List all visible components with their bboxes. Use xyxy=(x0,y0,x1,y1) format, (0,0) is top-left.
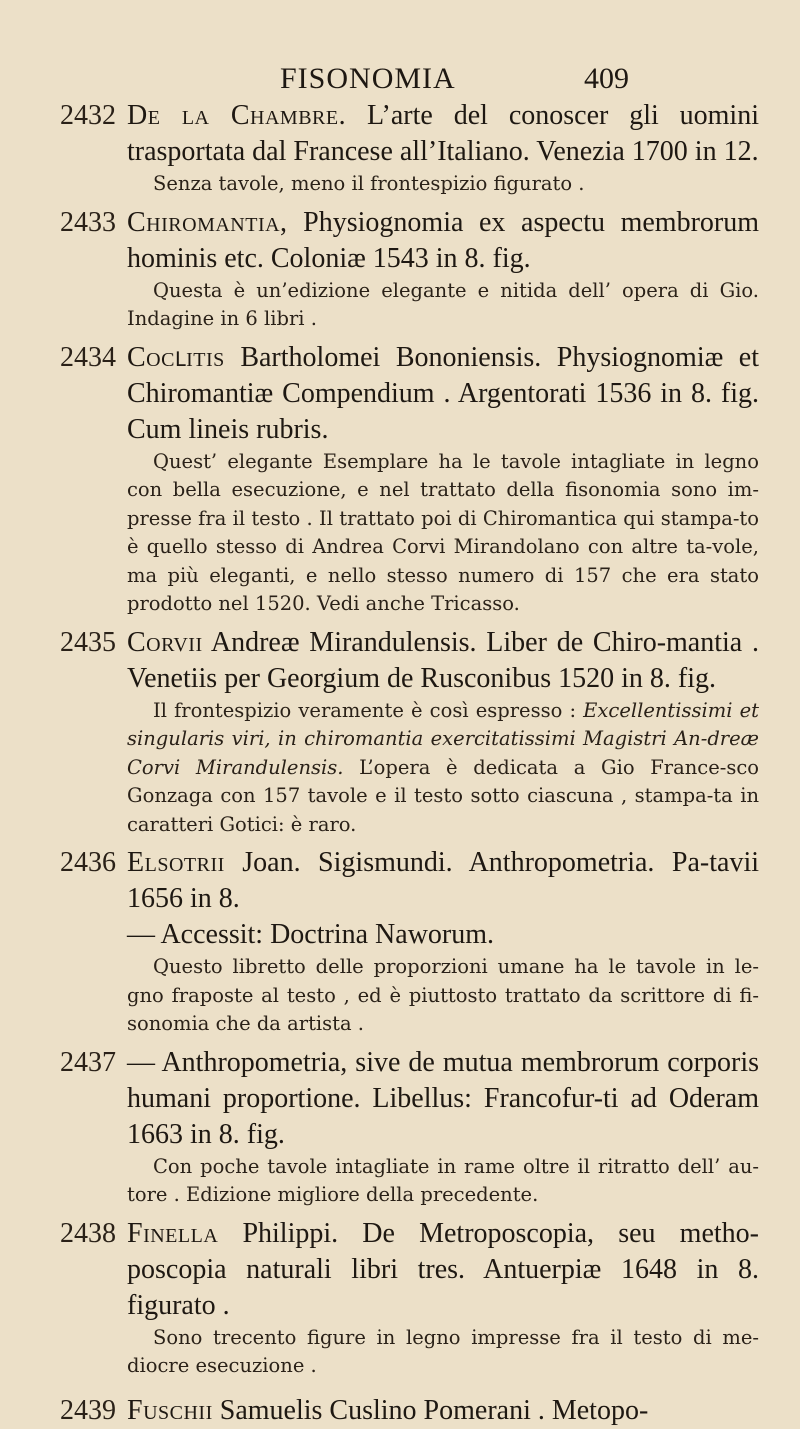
entry-note-text: Questo libretto delle proporzioni umane ha le tavole in le-gno fraposte al testo , ed è piuttosto trattato da scrittore di fi-sonomia che da artista . xyxy=(127,955,759,1035)
catalog-entry xyxy=(0,1045,800,1210)
entry-author: Fuschii xyxy=(127,1394,213,1426)
entry-subtitle: — Accessit: Doctrina Naworum. xyxy=(127,919,495,950)
entry-number: 2432 xyxy=(60,100,116,131)
entry-number: 2433 xyxy=(60,206,116,238)
entry-title-text: Bartholomei Bononiensis. Physiognomiæ et Chiromantiæ Compendium . Argentorati 1536 in 8. fig. Cum lineis rubris. xyxy=(127,341,760,445)
entry-list xyxy=(0,98,800,1429)
entry-author: Elsotrii xyxy=(127,847,225,878)
entry-note xyxy=(127,697,759,840)
entry-title-text: Philippi. De Metroposcopia, seu metho-poscopia naturali libri tres. Antuerpiæ 1648 in 8. figurato . xyxy=(127,1217,759,1321)
entry-author: Corvii xyxy=(127,626,203,658)
entry-note xyxy=(127,448,759,619)
entry-note xyxy=(127,170,759,199)
entry-title-text: Physiognomia ex aspectu membrorum hominis etc. Coloniæ 1543 in 8. fig. xyxy=(127,206,759,274)
entry-note xyxy=(127,277,759,334)
running-title: FISONOMIA xyxy=(280,62,456,95)
entry-author: Chiromantia, xyxy=(127,206,288,238)
page-header xyxy=(0,62,800,102)
catalog-entry xyxy=(0,340,800,619)
catalog-entry xyxy=(0,845,800,1039)
entry-number: 2437 xyxy=(60,1046,116,1078)
entry-title xyxy=(127,340,759,448)
entry-note-text: Questa è un’edizione elegante e nitida dell’ opera di Gio. Indagine in 6 libri . xyxy=(127,278,759,330)
entry-number: 2436 xyxy=(60,847,116,878)
entry-number: 2434 xyxy=(60,341,116,373)
entry-author: De la Chambre. xyxy=(127,100,347,131)
entry-title xyxy=(127,205,759,277)
entry-title xyxy=(127,98,759,170)
entry-title-text: Samuelis Cuslino Pomerani . Metopo- xyxy=(219,1394,649,1426)
entry-author: Finella xyxy=(127,1217,219,1249)
entry-note-quote: Excellentissimi et singularis viri, in chiromantia exercitatissimi Magistri An-dreæ Corvi Mirandulensis. xyxy=(127,698,759,779)
entry-note xyxy=(127,1324,759,1381)
catalog-entry xyxy=(0,1393,800,1429)
entry-title xyxy=(127,625,759,697)
page-number: 409 xyxy=(584,62,629,95)
entry-note-text-cont: L’opera è dedicata a Gio France-sco Gonzaga con 157 tavole e il testo sotto ciascuna , stampa-ta in caratteri Gotici: è raro. xyxy=(127,755,759,836)
entry-number: 2435 xyxy=(60,626,116,658)
entry-title xyxy=(127,845,759,917)
catalog-entry xyxy=(0,98,800,199)
entry-title xyxy=(127,1045,759,1153)
entry-title-text: Joan. Sigismundi. Anthropometria. Pa-tavii 1656 in 8. xyxy=(127,847,759,914)
entry-title xyxy=(127,1216,759,1324)
entry-note xyxy=(127,1153,759,1210)
entry-title xyxy=(127,1393,759,1429)
entry-note-text: Senza tavole, meno il frontespizio figurato . xyxy=(153,172,585,195)
entry-note-text: Sono trecento figure in legno impresse fra il testo di me-diocre esecuzione . xyxy=(127,1325,759,1377)
entry-author: Cocլitis xyxy=(127,341,225,373)
entry-number: 2438 xyxy=(60,1217,116,1249)
entry-title-text: L’arte del conoscer gli uomini trasportata dal Francese all’Italiano. Venezia 1700 in 12. xyxy=(127,100,759,167)
entry-number: 2439 xyxy=(60,1394,116,1426)
catalog-entry xyxy=(0,1216,800,1381)
entry-note xyxy=(127,953,759,1039)
catalog-entry xyxy=(0,205,800,334)
entry-note-text: Con poche tavole intagliate in rame oltre il ritratto dell’ au-tore . Edizione migliore della precedente. xyxy=(127,1154,759,1206)
catalog-entry xyxy=(0,625,800,840)
entry-title-text: Andreæ Mirandulensis. Liber de Chiro-mantia . Venetiis per Georgium de Rusconibus 1520 in 8. fig. xyxy=(127,626,759,694)
entry-note-text: Quest’ elegante Esemplare ha le tavole intagliate in legno con bella esecuzione, e nel trattato della fisonomia sono im-presse fra il testo . Il trattato poi di Chiromantica qui stampa-to è quello stesso di Andrea Corvi Mirandolano con altre ta-vole, ma più eleganti, e nello stesso numero di 157 che era stato prodotto nel 1520. Vedi anche Tricasso. xyxy=(127,449,759,615)
entry-note-text: Il frontespizio veramente è così espresso : xyxy=(153,698,584,722)
entry-title-text: — Anthropometria, sive de mutua membrorum corporis humani proportione. Libellus: Francofur-ti ad Oderam 1663 in 8. fig. xyxy=(127,1046,759,1150)
